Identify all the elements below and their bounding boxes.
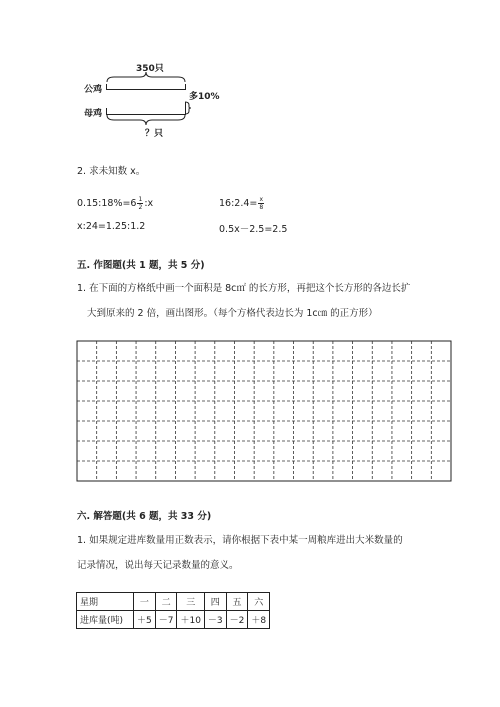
diagram-top-label: 350只 [136, 64, 164, 74]
section6-q1-line1: 1. 如果规定进库数量用正数表示，请你根据下表中某一周粮库进出大米数量的 [77, 535, 403, 546]
grid-paper [76, 340, 452, 482]
section5-q1-line1: 1. 在下面的方格纸中画一个面积是 8c㎡ 的长方形，再把这个长方形的各边长扩 [77, 283, 411, 294]
section6-q1-line2: 记录情况，说出每天记录数量的意义。 [77, 560, 239, 571]
diagram-side-label: 多10% [189, 92, 220, 102]
diagram-row2-label: 母鸡 [84, 109, 103, 119]
table-cell: 二 [155, 593, 177, 611]
side-brace [184, 101, 192, 115]
table-header-row [77, 593, 270, 611]
diagram-row1-label: 公鸡 [84, 85, 103, 95]
q2-equation-4: 0.5x－2.5=2.5 [219, 224, 288, 235]
table-cell: 三 [177, 593, 204, 611]
row1-bar [106, 89, 186, 90]
table-cell: ＋8 [248, 611, 270, 629]
table-cell: 一 [134, 593, 156, 611]
table-cell: ＋5 [134, 611, 156, 629]
section5-q1-line2: 大到原来的 2 倍，画出图形。（每个方格代表边长为 1c㎝ 的正方形） [87, 308, 378, 319]
grain-table [76, 592, 270, 629]
table-cell: ＋10 [177, 611, 204, 629]
table-row [77, 611, 270, 629]
q2-equation-2: 16:2.4= $\frac{x}{8}$ [219, 196, 264, 211]
section6-heading: 六. 解答题(共 6 题，共 33 分) [77, 511, 212, 522]
section5-heading: 五. 作图题(共 1 题，共 5 分) [77, 260, 205, 271]
table-cell: －7 [155, 611, 177, 629]
q2-title: 2. 求未知数 x。 [77, 166, 146, 177]
table-cell: 五 [226, 593, 248, 611]
table-cell: －2 [226, 611, 248, 629]
fraction: $\frac{1}{2}$ [138, 196, 143, 211]
table-cell: 四 [204, 593, 226, 611]
grid-border [77, 341, 451, 481]
q2-equation-3: x:24=1.25:1.2 [77, 221, 146, 232]
bottom-brace [106, 114, 186, 126]
table-cell: －3 [204, 611, 226, 629]
table-cell: 进库量(吨) [77, 611, 134, 629]
q2-equation-1: 0.15:18%=6 $\frac{1}{2}$ :x [77, 196, 154, 211]
fraction: $\frac{x}{8}$ [259, 196, 264, 211]
table-cell: 星期 [77, 593, 134, 611]
table-cell: 六 [248, 593, 270, 611]
top-brace [106, 72, 186, 84]
diagram-bottom-label: ？只 [145, 129, 164, 139]
